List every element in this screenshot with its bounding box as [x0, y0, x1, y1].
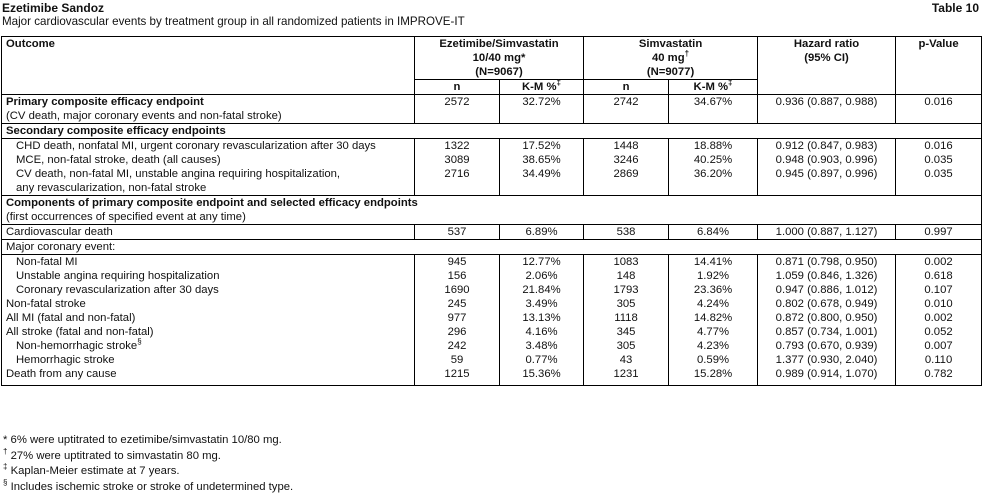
cell-sim-n: 1448	[584, 139, 669, 154]
cell-p: 0.002	[896, 311, 982, 325]
cell-eze-km: 3.48%	[500, 339, 584, 353]
cell-eze-n: 945	[415, 255, 500, 270]
cell-sim-n: 1118	[584, 311, 669, 325]
col-simvastatin	[584, 37, 758, 80]
cell-sim-n: 538	[584, 225, 669, 240]
cell-eze-km: 38.65%	[500, 153, 584, 167]
cell-eze-n: 977	[415, 311, 500, 325]
cell-eze-n: 2716	[415, 167, 500, 196]
cell-eze-km: 2.06%	[500, 269, 584, 283]
cell-eze-km: 3.49%	[500, 297, 584, 311]
table-caption: Major cardiovascular events by treatment group in all randomized patients in IMPROVE-IT	[2, 15, 465, 28]
row-label: Unstable angina requiring hospitalization	[2, 269, 415, 283]
table-row	[2, 367, 982, 386]
cell-p: 0.007	[896, 339, 982, 353]
footnote-mark: †	[3, 446, 8, 456]
cell-p: 0.618	[896, 269, 982, 283]
section-primary: Primary composite efficacy endpoint	[6, 96, 204, 108]
cell-eze-n: 3089	[415, 153, 500, 167]
footnote-text: Includes ischemic stroke or stroke of undetermined type.	[7, 480, 294, 493]
cell-p: 0.010	[896, 297, 982, 311]
row-label: Hemorrhagic stroke	[2, 353, 415, 367]
col-sim-km-label: K-M %	[693, 81, 729, 93]
section-primary-sub: (CV death, major coronary events and non-fatal stroke)	[6, 110, 282, 122]
mace-table	[1, 36, 982, 386]
row-label-mce: Major coronary event:	[2, 240, 982, 255]
footnote-mark: *	[3, 434, 8, 446]
section-row	[2, 124, 982, 139]
col-ezetimibe	[415, 37, 584, 80]
table-row	[2, 139, 982, 154]
cell-p: 0.035	[896, 167, 982, 196]
brand-name: Ezetimibe Sandoz	[2, 1, 105, 15]
cell-p: 0.002	[896, 255, 982, 270]
footnote	[3, 464, 293, 480]
cell-hr: 1.059 (0.846, 1.326)	[758, 269, 896, 283]
cell-eze-km: 32.72%	[500, 95, 584, 124]
col-sim-n: n	[584, 80, 669, 95]
col-sim-km	[669, 80, 758, 95]
cell-sim-n: 1231	[584, 367, 669, 386]
cell-hr: 0.872 (0.800, 0.950)	[758, 311, 896, 325]
cell-sim-n: 43	[584, 353, 669, 367]
row-label	[2, 167, 415, 196]
cell-eze-n: 1690	[415, 283, 500, 297]
cell-eze-km: 4.16%	[500, 325, 584, 339]
cell-p: 0.052	[896, 325, 982, 339]
cell-sim-km: 1.92%	[669, 269, 758, 283]
row-label-l2: any revascularization, non-fatal stroke	[16, 182, 207, 194]
row-label: CHD death, nonfatal MI, urgent coronary revascularization after 30 days	[2, 139, 415, 154]
row-label: MCE, non-fatal stroke, death (all causes)	[2, 153, 415, 167]
cell-eze-km: 0.77%	[500, 353, 584, 367]
table-row	[2, 297, 982, 311]
table-row	[2, 339, 982, 353]
cell-hr: 0.802 (0.678, 0.949)	[758, 297, 896, 311]
footnote-mark-ddagger: ‡	[728, 78, 733, 88]
cell-sim-n: 2869	[584, 167, 669, 196]
cell-eze-n: 537	[415, 225, 500, 240]
cell-hr: 0.793 (0.670, 0.939)	[758, 339, 896, 353]
footnote-mark-dagger: †	[684, 49, 690, 59]
cell-eze-n: 245	[415, 297, 500, 311]
cell-eze-km: 17.52%	[500, 139, 584, 154]
cell-eze-n: 156	[415, 269, 500, 283]
section-row	[2, 240, 982, 255]
col-simvastatin-dose: 40 mg	[651, 52, 685, 64]
section-components-title: Components of primary composite endpoint and selected efficacy endpoints	[6, 197, 418, 209]
cell-eze-km: 34.49%	[500, 167, 584, 196]
table-row	[2, 225, 982, 240]
cell-eze-km: 13.13%	[500, 311, 584, 325]
table-row	[2, 283, 982, 297]
cell-hr: 0.936 (0.887, 0.988)	[758, 95, 896, 124]
cell-eze-km: 21.84%	[500, 283, 584, 297]
cell-sim-n: 305	[584, 339, 669, 353]
cell-sim-n: 148	[584, 269, 669, 283]
row-label: Non-fatal MI	[2, 255, 415, 270]
cell-eze-km: 6.89%	[500, 225, 584, 240]
row-label: Cardiovascular death	[2, 225, 415, 240]
col-hazard-ratio	[758, 37, 896, 95]
cell-sim-km: 15.28%	[669, 367, 758, 386]
row-label: Coronary revascularization after 30 days	[2, 283, 415, 297]
cell-sim-n: 305	[584, 297, 669, 311]
cell-eze-km: 12.77%	[500, 255, 584, 270]
footnote-mark-ddagger: ‡	[556, 78, 561, 88]
cell-eze-km: 15.36%	[500, 367, 584, 386]
cell-hr: 1.377 (0.930, 2.040)	[758, 353, 896, 367]
cell-sim-km: 40.25%	[669, 153, 758, 167]
cell-eze-n: 2572	[415, 95, 500, 124]
table-row	[2, 353, 982, 367]
cell-sim-km: 14.82%	[669, 311, 758, 325]
table-row	[2, 325, 982, 339]
cell-hr: 0.948 (0.903, 0.996)	[758, 153, 896, 167]
row-label-text: Non-hemorrhagic stroke	[16, 340, 138, 352]
cell-sim-km: 4.24%	[669, 297, 758, 311]
cell-sim-km: 18.88%	[669, 139, 758, 154]
header-row	[2, 37, 982, 80]
cell-sim-km: 14.41%	[669, 255, 758, 270]
cell-eze-n: 242	[415, 339, 500, 353]
footnote-mark: ‡	[3, 462, 8, 472]
col-ezetimibe-l3: (N=9067)	[475, 66, 523, 78]
row-label	[2, 339, 415, 353]
cell-sim-n: 3246	[584, 153, 669, 167]
cell-sim-n: 1083	[584, 255, 669, 270]
cell-p: 0.016	[896, 95, 982, 124]
cell-sim-km: 23.36%	[669, 283, 758, 297]
cell-p: 0.016	[896, 139, 982, 154]
col-ezetimibe-l1: Ezetimibe/Simvastatin	[439, 38, 559, 50]
cell-sim-km: 4.23%	[669, 339, 758, 353]
cell-eze-n: 1322	[415, 139, 500, 154]
cell-hr: 0.871 (0.798, 0.950)	[758, 255, 896, 270]
col-hazard-ratio-l1: Hazard ratio	[793, 38, 860, 50]
cell-sim-km: 6.84%	[669, 225, 758, 240]
section-row	[2, 196, 982, 225]
table-row	[2, 95, 982, 124]
cell-sim-km: 36.20%	[669, 167, 758, 196]
col-simvastatin-l2	[588, 51, 753, 65]
section-components-sub: (first occurrences of specified event at any time)	[6, 211, 246, 223]
footnote-text: Kaplan-Meier estimate at 7 years.	[7, 465, 180, 477]
footnotes	[3, 433, 293, 495]
section-components	[2, 196, 982, 225]
col-eze-n: n	[415, 80, 500, 95]
table-label: Table 10	[931, 1, 979, 15]
col-pvalue: p-Value	[896, 37, 982, 95]
table-row	[2, 255, 982, 270]
footnote	[3, 433, 293, 449]
col-outcome: Outcome	[2, 37, 415, 95]
footnote-text: 27% were uptitrated to simvastatin 80 mg.	[7, 449, 221, 462]
cell-hr: 0.912 (0.847, 0.983)	[758, 139, 896, 154]
cell-sim-km: 4.77%	[669, 325, 758, 339]
footnote	[3, 477, 294, 496]
cell-p: 0.035	[896, 153, 982, 167]
cell-eze-n: 59	[415, 353, 500, 367]
cell-p: 0.107	[896, 283, 982, 297]
col-simvastatin-l3: (N=9077)	[646, 66, 695, 78]
cell-p: 0.782	[896, 367, 982, 386]
cell-p: 0.110	[896, 353, 982, 367]
col-hazard-ratio-l2: (95% CI)	[804, 52, 849, 64]
cell-eze-n: 1215	[415, 367, 500, 386]
row-label	[2, 95, 415, 124]
cell-hr: 0.857 (0.734, 1.001)	[758, 325, 896, 339]
col-ezetimibe-l2: 10/40 mg*	[472, 52, 526, 64]
cell-hr: 1.000 (0.887, 1.127)	[758, 225, 896, 240]
table-row	[2, 269, 982, 283]
row-label: All MI (fatal and non-fatal)	[2, 311, 415, 325]
table-row	[2, 167, 982, 196]
footnote-mark: §	[3, 477, 8, 487]
row-label: Non-fatal stroke	[2, 297, 415, 311]
cell-sim-n: 2742	[584, 95, 669, 124]
cell-sim-n: 1793	[584, 283, 669, 297]
cell-eze-n: 296	[415, 325, 500, 339]
col-simvastatin-l1: Simvastatin	[638, 38, 703, 50]
document-header	[2, 1, 981, 29]
table-row	[2, 153, 982, 167]
row-label-l1: CV death, non-fatal MI, unstable angina requiring hospitalization,	[16, 168, 341, 180]
cell-sim-km: 34.67%	[669, 95, 758, 124]
cell-p: 0.997	[896, 225, 982, 240]
cell-sim-km: 0.59%	[669, 353, 758, 367]
col-eze-km	[500, 80, 584, 95]
row-label: All stroke (fatal and non-fatal)	[2, 325, 415, 339]
table-row	[2, 311, 982, 325]
row-label: Death from any cause	[2, 367, 415, 386]
section-secondary: Secondary composite efficacy endpoints	[2, 124, 982, 139]
cell-hr: 0.947 (0.886, 1.012)	[758, 283, 896, 297]
footnote	[3, 446, 293, 465]
col-eze-km-label: K-M %	[522, 81, 557, 93]
cell-hr: 0.945 (0.897, 0.996)	[758, 167, 896, 196]
cell-sim-n: 345	[584, 325, 669, 339]
footnote-text: 6% were uptitrated to ezetimibe/simvastatin 10/80 mg.	[7, 434, 282, 446]
cell-hr: 0.989 (0.914, 1.070)	[758, 367, 896, 386]
footnote-mark-section: §	[137, 337, 142, 347]
